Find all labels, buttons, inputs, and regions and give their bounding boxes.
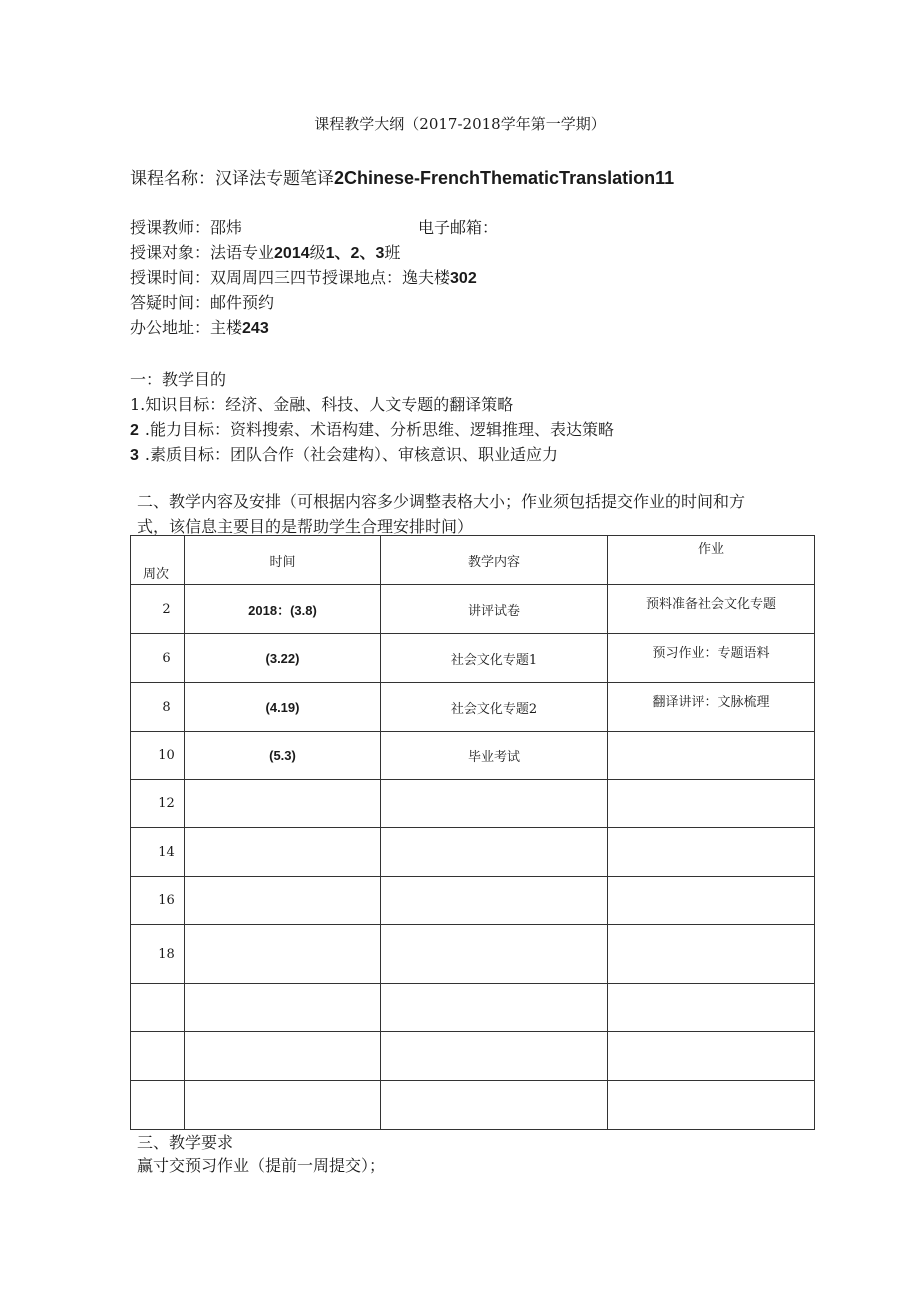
table-row <box>131 585 815 634</box>
row-homework: 预习作业：专题语料 <box>608 634 815 683</box>
row-content: 社会文化专题1 <box>381 634 608 683</box>
objective-2-number: 2 <box>130 422 139 439</box>
table-header-row <box>131 536 815 585</box>
table-row <box>131 877 815 925</box>
row-homework <box>608 877 815 925</box>
row-content <box>381 877 608 925</box>
office-label: 办公地址： <box>130 318 211 337</box>
row-week: 18 <box>131 925 185 984</box>
audience-line <box>130 240 400 263</box>
content-heading-line2: 式，该信息主要目的是帮助学生合理安排时间） <box>137 517 474 536</box>
row-time <box>185 1032 381 1081</box>
row-week <box>131 1032 185 1081</box>
objective-1: 1.知识目标：经济、金融、科技、人文专题的翻译策略 <box>130 395 514 414</box>
header-week-label: 周次 <box>143 567 170 582</box>
row-homework <box>608 1081 815 1130</box>
row-time <box>185 828 381 877</box>
teacher-label: 授课教师： <box>130 218 211 237</box>
qa-line <box>130 290 274 313</box>
course-name-label: 课程名称： <box>130 169 215 189</box>
row-time <box>185 1081 381 1130</box>
audience-major: 法语专业 <box>210 243 275 262</box>
row-time <box>185 984 381 1032</box>
row-time <box>185 780 381 828</box>
table-row <box>131 828 815 877</box>
header-time: 时间 <box>185 536 381 585</box>
row-homework: 翻译讲评：文脉梳理 <box>608 683 815 732</box>
course-name-line <box>130 164 674 189</box>
table-row <box>131 925 815 984</box>
teacher-name: 邵炜 <box>210 218 243 237</box>
row-time <box>185 877 381 925</box>
row-content <box>381 984 608 1032</box>
course-name-en: 2Chinese-FrenchThematicTranslation11 <box>334 168 675 188</box>
row-content <box>381 780 608 828</box>
table-row <box>131 634 815 683</box>
row-time: (3.22) <box>185 634 381 683</box>
row-homework <box>608 732 815 780</box>
content-heading-line1: 二、教学内容及安排（可根据内容多少调整表格大小；作业须包括提交作业的时间和方 <box>137 492 746 511</box>
requirements-line-1: 赢寸交预习作业（提前一周提交）； <box>137 1156 386 1175</box>
time-line <box>130 265 477 288</box>
schedule-table <box>130 535 815 1130</box>
row-week: 12 <box>131 780 185 828</box>
office-value: 主楼 <box>210 318 243 337</box>
objective-3 <box>130 442 558 465</box>
row-homework <box>608 984 815 1032</box>
table-row <box>131 683 815 732</box>
row-homework <box>608 780 815 828</box>
row-week: 2 <box>131 585 185 634</box>
row-time: (5.3) <box>185 732 381 780</box>
row-week: 6 <box>131 634 185 683</box>
room-number: 302 <box>450 270 477 287</box>
requirements-heading: 三、教学要求 <box>137 1133 234 1152</box>
table-row <box>131 732 815 780</box>
audience-class-suffix: 班 <box>384 243 401 262</box>
table-row <box>131 984 815 1032</box>
office-line <box>130 315 269 338</box>
row-content: 社会文化专题2 <box>381 683 608 732</box>
row-content <box>381 925 608 984</box>
audience-year: 2014 <box>274 245 310 262</box>
time-value: 双周周四三四节授课地点：逸夫楼 <box>210 268 451 287</box>
row-week: 14 <box>131 828 185 877</box>
row-week <box>131 1081 185 1130</box>
row-content: 毕业考试 <box>381 732 608 780</box>
row-week: 16 <box>131 877 185 925</box>
header-content: 教学内容 <box>381 536 608 585</box>
objective-2 <box>130 417 614 440</box>
email-line <box>418 215 498 238</box>
audience-grade: 级 <box>309 243 326 262</box>
row-homework: 预料准备社会文化专题 <box>608 585 815 634</box>
qa-value: 邮件预约 <box>210 293 275 312</box>
row-homework <box>608 828 815 877</box>
row-homework <box>608 1032 815 1081</box>
header-week <box>131 536 185 585</box>
row-content <box>381 1032 608 1081</box>
course-name-cn: 汉译法专题笔译 <box>215 169 334 189</box>
objective-3-number: 3 <box>130 447 139 464</box>
table-row <box>131 1032 815 1081</box>
row-time: 2018：(3.8) <box>185 585 381 634</box>
header-homework: 作业 <box>608 536 815 585</box>
row-homework <box>608 925 815 984</box>
row-content: 讲评试卷 <box>381 585 608 634</box>
row-content <box>381 828 608 877</box>
email-label: 电子邮箱： <box>418 218 499 237</box>
row-week: 10 <box>131 732 185 780</box>
row-week: 8 <box>131 683 185 732</box>
teacher-line <box>130 215 242 238</box>
objective-3-text: .素质目标：团队合作（社会建构）、审核意识、职业适应力 <box>144 445 558 464</box>
row-content <box>381 1081 608 1130</box>
audience-classes: 1、2、3 <box>325 245 385 262</box>
page-title: 课程教学大纲（2017-2018学年第一学期） <box>314 115 606 133</box>
objective-2-text: .能力目标：资料搜索、术语构建、分析思维、逻辑推理、表达策略 <box>144 420 614 439</box>
qa-label: 答疑时间： <box>130 293 211 312</box>
row-time: (4.19) <box>185 683 381 732</box>
row-week <box>131 984 185 1032</box>
objectives-heading: 一：教学目的 <box>130 370 227 389</box>
table-row <box>131 1081 815 1130</box>
row-time <box>185 925 381 984</box>
table-row <box>131 780 815 828</box>
office-room: 243 <box>242 320 269 337</box>
time-label: 授课时间： <box>130 268 211 287</box>
audience-label: 授课对象： <box>130 243 211 262</box>
